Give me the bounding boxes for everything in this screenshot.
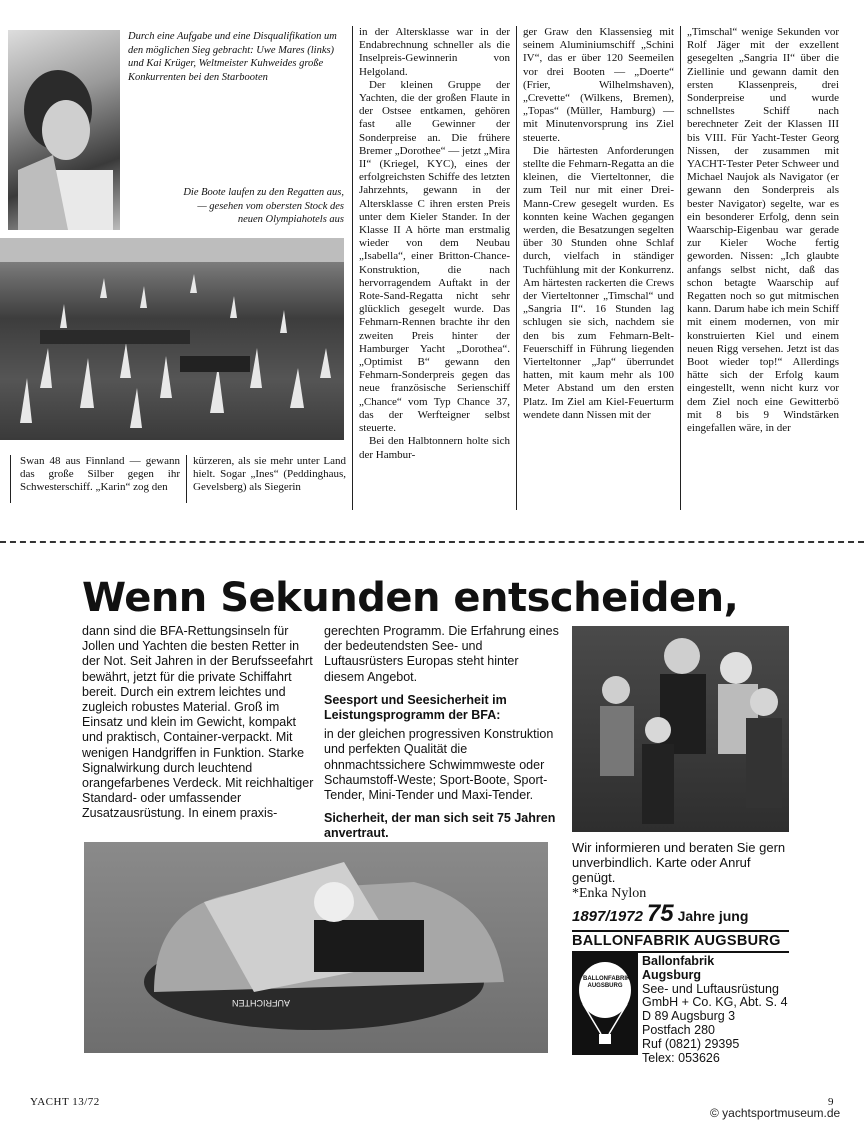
- article-column-4: [523, 26, 674, 422]
- page-number: 9: [828, 1096, 834, 1108]
- photo-life-raft: [84, 842, 548, 1053]
- article-col4-para: Die härtesten Anforderungen stellte die Fehmarn-Regatta an die kleinen, die Vierteltonner, die zum Teil nur mit einer Drei-Mann-Crew gesegelt wurden. Es konnten keine Wachen gegangen werden, die Besatzungen segelten über 30 Stunden ohne Schlaf durch, vielfach in ständiger Tuchfühlung mit der Konkurrenz. Am härtesten rackerten die Crews der Vierteltonner „Timschal“ und „Sangria II“. 16 Stunden lag schlugen sie sich, nachdem sie den bis zum Fehmarn-Belt-Feuerschiff in Führung liegenden Vierteltonner „Jap“ überrundet hatten, mit kaum mehr als 100 Meter Abstand um den ersten Platz. Im Ziel am Kiel-Feuerturm wendete dann Nissen mit der: [523, 144, 674, 421]
- anniversary-text: Jahre jung: [677, 908, 749, 924]
- family-figures-icon: [572, 626, 789, 832]
- article-col3-para: in der Altersklasse war in der Endabrechnung schneller als die Inselpreis-Gewinnerin von Helgoland.: [359, 26, 510, 78]
- ad-info-text: Wir informieren und beraten Sie gern unverbindlich. Karte oder Anruf genügt.: [572, 840, 786, 886]
- article-col4-para: ger Graw den Klassensieg mit seinem Aluminiumschiff „Schini IV“, das er über 120 Seemeilen vor drei Booten — „Doerte“ (Frier, Wilhelmshaven), „Crevette“ (Wilkens, Bremen), „Topas“ (Müller, Hamburg) — mit Minutenvorsprung ins Ziel steuerte.: [523, 26, 674, 144]
- ad-col2-body: in der gleichen progressiven Konstruktion und perfekten Qualität die ohnmachtssichere Schwimmweste oder Schaumstoff-Weste; Sport-Boote, Sport-Tender, Mini-Tender und Maxi-Tender.: [324, 727, 554, 803]
- caption-regatta: Die Boote laufen zu den Regatten aus, — gesehen vom obersten Stock des neuen Olympiahotels aus: [183, 187, 344, 225]
- ad-col2-intro: gerechten Programm. Die Erfahrung eines der bedeutendsten See- und Luftausrüsters Europas steht hinter diesem Angebot.: [324, 624, 559, 684]
- address-name-2: Augsburg: [642, 967, 702, 982]
- article-column-3: [359, 26, 510, 462]
- photo-regatta-harbor: [0, 238, 344, 440]
- balloon-icon: [573, 954, 637, 1054]
- section-separator: [0, 541, 864, 543]
- photo-sailors-portrait: [8, 30, 120, 230]
- anniversary-number: 75: [646, 900, 674, 927]
- enka-nylon-label: *Enka Nylon: [572, 886, 647, 901]
- life-raft-icon: [84, 842, 548, 1053]
- logo-text: BALLONFABRIK AUGSBURG: [583, 976, 631, 989]
- address-line: GmbH + Co. KG, Abt. S. 4: [642, 995, 788, 1010]
- ad-headline: Wenn Sekunden entscheiden,: [82, 575, 739, 621]
- article-column-1: [20, 455, 180, 495]
- anniversary-line: [572, 900, 790, 928]
- ad-column-1: dann sind die BFA-Rettungsinseln für Jollen und Yachten die besten Retter in der Not. Seit Jahren in der Berufsseefahrt bewährt, jetzt für die private Schiffahrt bereit. Durch ein extrem leichtes und zugleich robustes Material. Groß im Einsatz und klein im Gewicht, kompakt und praktisch, Container-verpackt. Mit wenigen Handgriffen in Funktion. Starke Signalwirkung durch leuchtend orangefarbenes Verdeck. Mit reichhaltiger Standard- oder umfassender Zusatzausrüstung. In einem praxis-: [82, 624, 314, 821]
- article-column-2: [193, 455, 346, 495]
- ad-column-2: [324, 624, 560, 842]
- article-column-5: [687, 26, 839, 435]
- article-col3-para: Der kleinen Gruppe der Yachten, die der großen Flaute in der Ostsee entkamen, gehören fast alle Gewinner der Sonderpreise an. Die frühere Bremer „Dorothee“ — jetzt „Mira II“ (Kriegel, KYC), eines der erfolgreichsten Schiffe des letzten Jahrzehnts, gewann in der Altersklasse C ihren ersten Preis unter dem Kieler Stander. In der Klasse II A hörte man erstmalig wieder von dem Neubau „Isabella“, einer Britton-Chance-Konstruktion, die nach hervorragendem Auftakt in der Rote-Sand-Regatta nicht sehr glücklich gesegelt wurde. Das Fehmarn-Rennen brachte ihr den zweiten Preis hinter der Hamburger Yacht „Dorothea“. „Optimist B“ gewann den Fehmarn-Sonderpreis gegen das neue französische Serienschiff „Chance“ vom Typ Chance 37, das der Werfteigner selbst steuerte.: [359, 78, 510, 435]
- column-divider: [186, 455, 187, 503]
- address-line: See- und Luftausrüstung: [642, 981, 779, 996]
- caption-portrait: Durch eine Aufgabe und eine Disqualifikation um den möglichen Sieg gebracht: Uwe Mares (links) und Kai Krüger, Weltmeister Kuhweides große Konkurrenten bei den Starbooten: [128, 31, 337, 83]
- watermark: © yachtsportmuseum.de: [710, 1106, 841, 1120]
- article-col3-para: Bei den Halbtonnern holte sich der Hambur-: [359, 435, 510, 461]
- address-line: Telex: 053626: [642, 1050, 720, 1065]
- article-col5-para: „Timschal“ wenige Sekunden vor Rolf Jäger mit der exzellent gesegelten „Sangria II“ über die Ziellinie und gewann damit den ersten Klassenpreis, drei Sonderpreise und wurde schnellstes Schiff nach berechneter Zeit der Klassen III bis VIII. Für Yacht-Tester Georg Nissen, der zusammen mit YACHT-Tester Peter Schweer und Michael Naujok als Navigator (er gewann den Sonderpreis als bester Navigator) segelte, war es ein besonderer Erfolg, denn sein Waarschip-Eigenbau war gerade zur Kieler Woche fertig geworden. Nissen: „Ich glaubte anfangs selbst nicht, daß das schon betagte Waarschip auf Regatten noch so gut mitmischen kann. Darum habe ich mein Schiff mit einem modernen, von mir konstruierten Kiel und einem neuen Rigg versehen. Jetzt ist das Boot wieder top!“ Allerdings hätte sich der Erfolg kaum eingestellt, wenn nicht kurz vor dem Ziel noch eine Gewitterbö mit 8 bis 9 Windstärken eingefallen wäre, in der: [687, 26, 839, 435]
- company-address: [642, 955, 792, 1065]
- article-col1-para: Swan 48 aus Finnland — gewann das große Silber gegen ihr Schwesterschiff. „Karin“ zog den: [20, 455, 180, 494]
- address-line: Postfach 280: [642, 1022, 715, 1037]
- address-line: D 89 Augsburg 3: [642, 1009, 736, 1024]
- column-divider: [516, 26, 517, 510]
- column-divider: [10, 455, 11, 503]
- company-logo: [572, 953, 638, 1055]
- ad-slogan: Sicherheit, der man sich seit 75 Jahren anvertraut.: [324, 811, 556, 841]
- photo-family-lifejackets: [572, 626, 789, 832]
- ad-col2-heading: Seesport und Seesicherheit im Leistungsprogramm der BFA:: [324, 692, 507, 723]
- article-col2-para: kürzeren, als sie mehr unter Land hielt. Sogar „Ines“ (Peddinghaus, Gevelsberg) als Siegerin: [193, 455, 346, 494]
- company-banner: BALLONFABRIK AUGSBURG: [572, 933, 781, 949]
- address-name-1: Ballonfabrik: [642, 954, 715, 968]
- anniversary-years: 1897/1972: [572, 908, 643, 925]
- raft-label: AUFRICHTEN: [232, 998, 290, 1008]
- portrait-figure-icon: [8, 30, 120, 230]
- company-rule: [572, 930, 789, 932]
- sailboats-icon: [0, 238, 344, 440]
- column-divider: [680, 26, 681, 510]
- address-line: Ruf (0821) 29395: [642, 1036, 740, 1051]
- column-divider: [352, 26, 353, 510]
- footer-issue: YACHT 13/72: [30, 1096, 100, 1108]
